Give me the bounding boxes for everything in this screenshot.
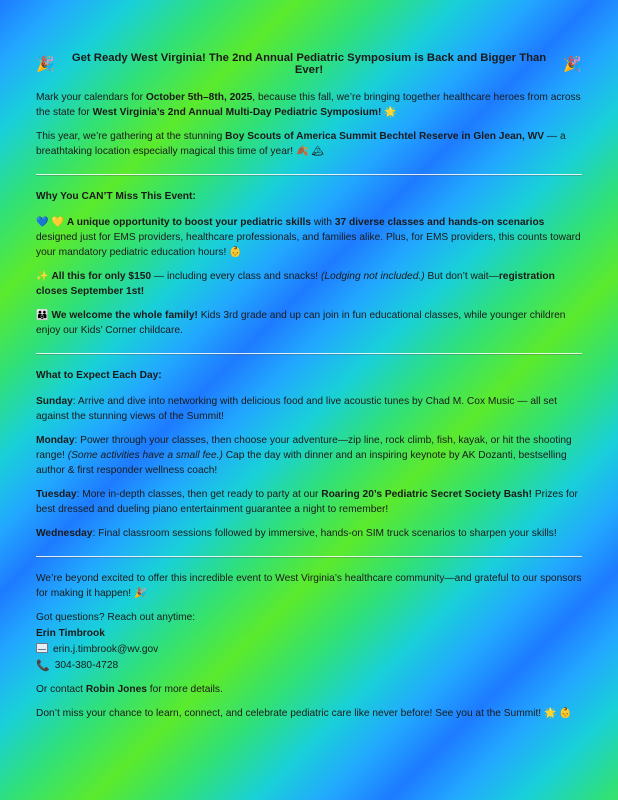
day-text: : Power through your classes, then choose your adventure—zip line, rock climb, fish, kayak, or hit the shooting range! [36, 435, 572, 461]
day-label: Sunday [36, 396, 73, 407]
classes-highlight: 37 diverse classes and hands-on scenarios [334, 217, 545, 228]
mountain-icon: 🏔 [311, 146, 325, 157]
baby-icon: 👶 [229, 247, 242, 258]
contact-phone[interactable] [36, 658, 582, 674]
family-text: Kids 3rd grade and up can join in fun educational classes, while younger children enjoy our Kids’ Corner childcare. [36, 310, 566, 336]
why-item-price [36, 269, 582, 299]
sun-icon: 🌟 [384, 107, 397, 118]
why-item-family [36, 308, 582, 338]
day-sunday [36, 394, 582, 424]
day-text: : More in-depth classes, then get ready to party at our [76, 489, 322, 500]
questions-line: Got questions? Reach out anytime: [36, 612, 196, 623]
final-paragraph [36, 706, 582, 721]
email-icon [36, 643, 48, 653]
phone-number[interactable]: 304-380-4728 [54, 660, 119, 671]
day-label: Tuesday [36, 489, 77, 500]
skills-text: with [311, 217, 335, 228]
day-text: : Arrive and dive into networking with delicious food and live acoustic tunes by Chad M. Cox Music — all set against the stunning views of the Summit! [36, 396, 557, 422]
day-monday [36, 433, 582, 478]
family-icon: 👪 [36, 310, 49, 321]
fee-note: (Some activities have a small fee.) [67, 450, 223, 461]
lodging-note: (Lodging not included.) [320, 271, 425, 282]
price-text: But don’t wait— [424, 271, 499, 282]
why-item-skills [36, 215, 582, 260]
thanks-paragraph [36, 571, 582, 601]
day-tuesday [36, 487, 582, 517]
why-heading: Why You CAN’T Miss This Event: [36, 191, 196, 202]
day-text: Prizes for best dressed and dueling piano entertainment guarantee a night to remember! [36, 489, 578, 515]
location-text: — a breathtaking location especially magical this time of year! [36, 131, 566, 157]
party-popper-icon: 🎉 [563, 56, 582, 73]
day-label: Monday [36, 435, 75, 446]
party-popper-icon: 🎉 [133, 588, 147, 599]
email-address[interactable]: erin.j.timbrook@wv.gov [53, 644, 159, 655]
divider [36, 174, 582, 176]
sparkles-icon: 🌟 [543, 708, 557, 719]
alt-contact-text: for more details. [146, 684, 223, 695]
divider [36, 353, 582, 355]
contact-name-text: Erin Timbrook [36, 628, 105, 639]
blue-heart-icon: 💙 [36, 217, 49, 228]
alt-contact [36, 682, 582, 697]
phone-icon: 📞 [36, 660, 50, 672]
days-heading: What to Expect Each Day: [36, 370, 162, 381]
leaf-icon: 🍂 [295, 146, 309, 157]
intro-paragraph-dates [36, 90, 582, 120]
day-wednesday [36, 526, 582, 541]
contact-email[interactable] [36, 642, 582, 658]
bash-highlight: Roaring 20’s Pediatric Secret Society Bash! [321, 489, 533, 500]
alt-contact-name: Robin Jones [85, 684, 147, 695]
intro-paragraph-location [36, 129, 582, 159]
intro-text: Mark your calendars for [36, 92, 146, 103]
final-text: Don’t miss your chance to learn, connect, and celebrate pediatric care like never before! See you at the Summit! [36, 708, 542, 719]
intro-text: , because this fall, we’re bringing together healthcare heroes from across the state for [36, 92, 581, 118]
price-highlight: All this for only $150 [51, 271, 152, 282]
title-text: Get Ready West Virginia! The 2nd Annual Pediatric Symposium is Back and Bigger Than Ever! [71, 52, 547, 76]
day-label: Wednesday [36, 528, 93, 539]
alt-contact-text: Or contact [36, 684, 86, 695]
event-name: West Virginia’s 2nd Annual Multi-Day Pediatric Symposium! [92, 107, 382, 118]
price-text: — including every class and snacks! [151, 271, 321, 282]
location-text: This year, we’re gathering at the stunning [36, 131, 226, 142]
divider [36, 556, 582, 558]
event-dates: October 5th–8th, 2025 [145, 92, 253, 103]
family-highlight: We welcome the whole family! [51, 310, 198, 321]
page-title [36, 52, 582, 76]
day-text: : Final classroom sessions followed by immersive, hands-on SIM truck scenarios to sharpen your skills! [92, 528, 557, 539]
skills-text: designed just for EMS providers, healthcare professionals, and families alike. Plus, for EMS providers, this counts toward your mandatory pediatric education hours! [36, 232, 581, 258]
event-location: Boy Scouts of America Summit Bechtel Reserve in Glen Jean, WV [225, 131, 545, 142]
baby-icon: 👶 [559, 708, 572, 719]
sparkles-icon: ✨ [36, 271, 49, 282]
registration-deadline: registration closes September 1st! [36, 271, 555, 297]
contact-name [36, 626, 582, 642]
skills-highlight: A unique opportunity to boost your pediatric skills [66, 217, 312, 228]
day-text: Cap the day with dinner and an inspiring keynote by AK Dozanti, bestselling author & first responder wellness coach! [36, 450, 567, 476]
party-popper-icon: 🎉 [36, 56, 55, 73]
yellow-heart-icon: 💛 [51, 217, 64, 228]
thanks-text: We’re beyond excited to offer this incredible event to West Virginia’s healthcare community—and grateful to our sponsors for making it happen! [36, 573, 582, 599]
